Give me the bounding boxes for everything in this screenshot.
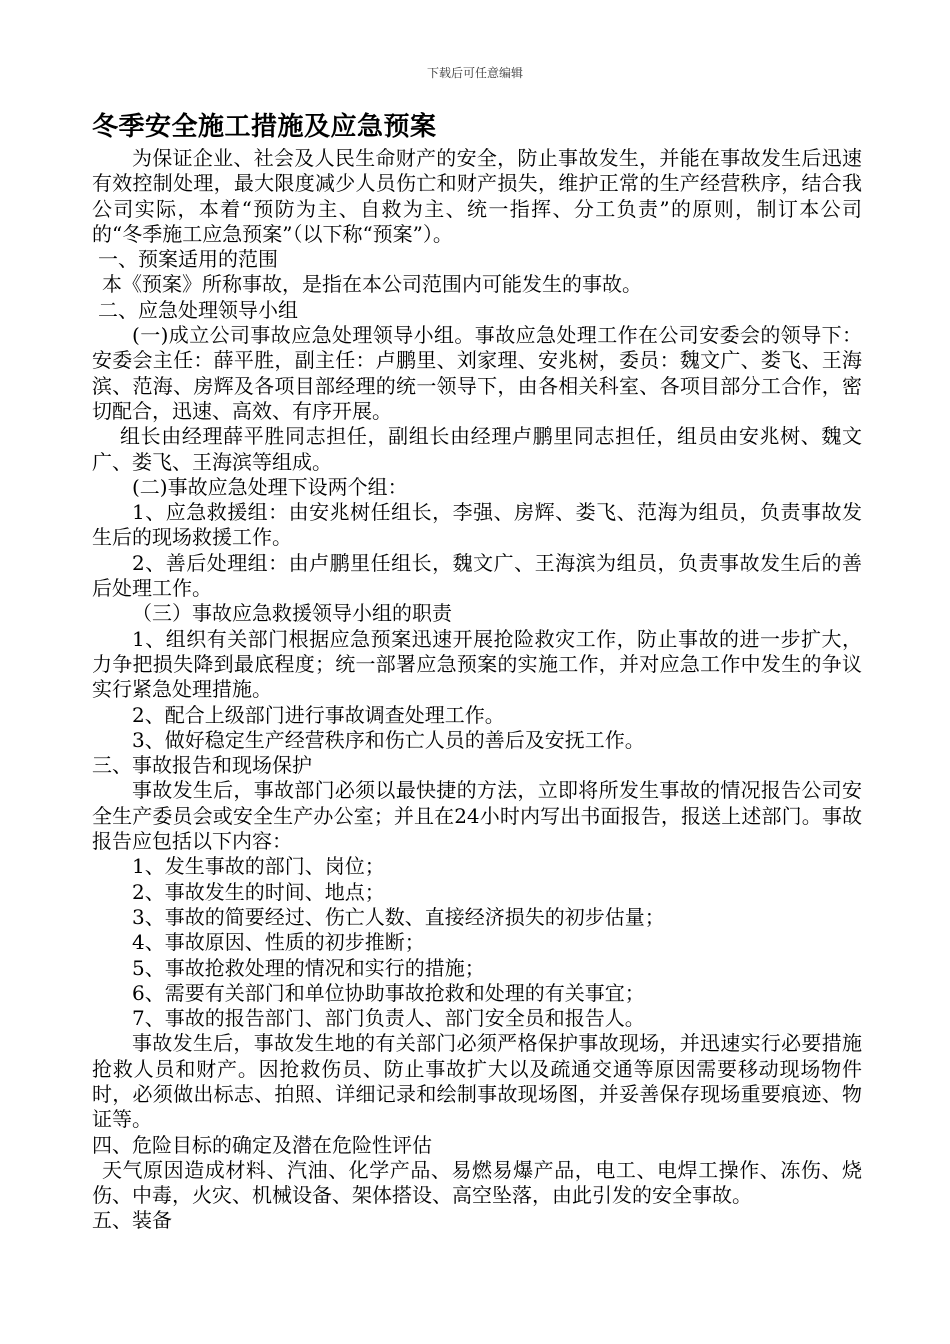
paragraph: 组长由经理薛平胜同志担任，副组长由经理卢鹏里同志担任，组员由安兆树、魏文广、娄飞、王海滨等组成。 <box>92 424 862 474</box>
paragraph: 2、配合上级部门进行事故调查处理工作。 <box>132 702 505 727</box>
header-note: 下载后可任意编辑 <box>426 66 523 80</box>
paragraph: 1、应急救援组：由安兆树任组长，李强、房辉、娄飞、范海为组员，负责事故发生后的现场救援工作。 <box>92 500 862 550</box>
paragraph: 2、事故发生的时间、地点； <box>132 879 385 904</box>
paragraph: 事故发生后，事故发生地的有关部门必须严格保护事故现场，并迅速实行必要措施抢救人员和财产。因抢救伤员、防止事故扩大以及疏通交通等原因需要移动现场物件时，必须做出标志、拍照、详细记录和绘制事故现场图，并妥善保存现场重要痕迹、物证等。 <box>92 1031 862 1132</box>
paragraph: 4、事故原因、性质的初步推断； <box>132 930 425 955</box>
paragraph: （三）事故应急救援领导小组的职责 <box>132 601 452 626</box>
paragraph: 事故发生后，事故部门必须以最快捷的方法，立即将所发生事故的情况报告公司安全生产委员会或安全生产办公室；并且在24小时内写出书面报告，报送上述部门。事故报告应包括以下内容： <box>92 778 862 854</box>
paragraph: 天气原因造成材料、汽油、化学产品、易燃易爆产品，电工、电焊工操作、冻伤、烧伤、中毒，火灾、机械设备、架体搭设、高空坠落，由此引发的安全事故。 <box>92 1157 862 1208</box>
paragraph: 本《预案》所称事故，是指在本公司范围内可能发生的事故。 <box>102 272 642 297</box>
document-body <box>92 146 862 1234</box>
paragraph: 三、事故报告和现场保护 <box>92 753 312 778</box>
paragraph: 为保证企业、社会及人民生命财产的安全，防止事故发生，并能在事故发生后迅速有效控制处理，最大限度减少人员伤亡和财产损失，维护正常的生产经营秩序，结合我公司实际，本着“预防为主、自救为主、统一指挥、分工负责”的原则，制订本公司的“冬季施工应急预案”（以下称“预案”）。 <box>92 146 862 246</box>
document-title: 冬季安全施工措施及应急预案 <box>92 112 437 142</box>
paragraph: (二)事故应急处理下设两个组： <box>132 474 408 499</box>
paragraph: 二、应急处理领导小组 <box>98 297 298 322</box>
paragraph: 五、装备 <box>92 1208 172 1233</box>
paragraph: (一)成立公司事故应急处理领导小组。事故应急处理工作在公司安委会的领导下：安委会主任：薛平胜，副主任：卢鹏里、刘家理、安兆树，委员：魏文广、娄飞、王海滨、范海、房辉及各项目部经理的统一领导下，由各相关科室、各项目部分工合作，密切配合，迅速、高效、有序开展。 <box>92 323 862 423</box>
paragraph: 2、善后处理组：由卢鹏里任组长，魏文广、王海滨为组员，负责事故发生后的善后处理工作。 <box>92 550 862 601</box>
paragraph: 四、危险目标的确定及潜在危险性评估 <box>92 1132 432 1157</box>
paragraph: 3、事故的简要经过、伤亡人数、直接经济损失的初步估量； <box>132 904 665 929</box>
paragraph: 一、预案适用的范围 <box>98 247 278 272</box>
paragraph: 3、做好稳定生产经营秩序和伤亡人员的善后及安抚工作。 <box>132 727 645 752</box>
paragraph: 7、事故的报告部门、部门负责人、部门安全员和报告人。 <box>132 1006 645 1031</box>
paragraph: 6、需要有关部门和单位协助事故抢救和处理的有关事宜； <box>132 980 645 1005</box>
paragraph: 1、组织有关部门根据应急预案迅速开展抢险救灾工作，防止事故的进一步扩大，力争把损失降到最底程度；统一部署应急预案的实施工作，并对应急工作中发生的争议实行紧急处理措施。 <box>92 626 862 702</box>
paragraph: 1、发生事故的部门、岗位； <box>132 854 385 879</box>
paragraph: 5、事故抢救处理的情况和实行的措施； <box>132 955 485 980</box>
